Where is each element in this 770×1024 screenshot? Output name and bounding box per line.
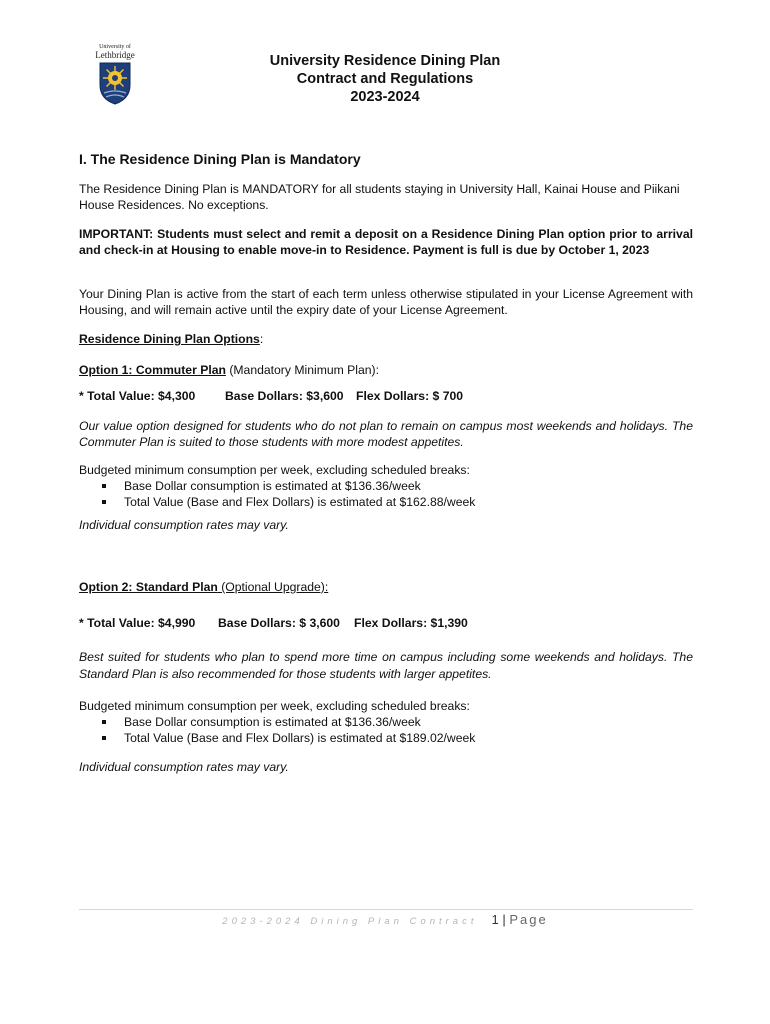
page-footer (0, 912, 770, 927)
option1-base-dollars: Base Dollars: $3,600 (225, 389, 344, 403)
list-item: Total Value (Base and Flex Dollars) is estimated at $189.02/week (79, 730, 693, 746)
active-period-paragraph: Your Dining Plan is active from the start of each term unless otherwise stipulated in your License Agreement with Housing, and will remain active until the expiry date of your License Agreement. (79, 287, 693, 317)
section-heading: I. The Residence Dining Plan is Mandatory (79, 151, 361, 167)
option2-description: Best suited for students who plan to spend more time on campus including some weekends and holidays. The Standard Plan is also recommended for those students with larger appetites. (79, 650, 693, 681)
options-heading-text: Residence Dining Plan Options (79, 332, 260, 346)
option2-bullet-list (79, 714, 693, 746)
document-year: 2023-2024 (350, 89, 420, 105)
option2-values (79, 615, 693, 631)
page-separator: | (498, 912, 510, 927)
option1-note: Individual consumption rates may vary. (79, 518, 289, 532)
option1-qualifier: (Mandatory Minimum Plan): (225, 363, 380, 377)
option1-heading (79, 362, 693, 378)
option2-total-value: * Total Value: $4,990 (79, 616, 196, 630)
option1-values (79, 388, 693, 404)
square-bullet-icon (102, 736, 106, 740)
option2-base-dollars: Base Dollars: $ 3,600 (218, 616, 340, 630)
logo-line1: University of (99, 44, 131, 50)
option2-flex-dollars: Flex Dollars: $1,390 (354, 616, 468, 630)
option1-bullet-list (79, 478, 693, 510)
option1-label: Option 1: Commuter Plan (79, 363, 226, 377)
option2-label: Option 2: Standard Plan (79, 580, 218, 594)
option2-heading (79, 579, 693, 595)
option1-flex-dollars: Flex Dollars: $ 700 (356, 389, 464, 403)
square-bullet-icon (102, 720, 106, 724)
option2-budget-intro: Budgeted minimum consumption per week, excluding scheduled breaks: (79, 699, 470, 713)
footer-divider (79, 909, 693, 910)
option1-budget-intro: Budgeted minimum consumption per week, excluding scheduled breaks: (79, 463, 470, 477)
logo-line2: Lethbridge (95, 50, 135, 60)
options-heading (79, 331, 693, 347)
option1-description: Our value option designed for students who do not plan to remain on campus most weekends and holidays. The Commuter Plan is suited to those students with more modest appetites. (79, 419, 693, 449)
mandatory-paragraph: The Residence Dining Plan is MANDATORY for all students staying in University Hall, Kainai House and Piikani House Residences. No exceptions. (79, 182, 680, 212)
list-item: Total Value (Base and Flex Dollars) is estimated at $162.88/week (79, 494, 693, 510)
option1-budget (79, 462, 693, 510)
page-label: Page (509, 912, 548, 927)
option2-qualifier: (Optional Upgrade): (217, 580, 329, 594)
square-bullet-icon (102, 500, 106, 504)
page-number: 1 (491, 912, 499, 927)
option2-note: Individual consumption rates may vary. (79, 760, 289, 774)
option1-total-value: * Total Value: $4,300 (79, 389, 196, 403)
important-notice: IMPORTANT: Students must select and remit a deposit on a Residence Dining Plan option prior to arrival and check-in at Housing to enable move-in to Residence. Payment is full is due by October 1, 2023 (79, 227, 693, 257)
footer-text: 2023-2024 Dining Plan Contract (222, 916, 478, 927)
list-item: Base Dollar consumption is estimated at $136.36/week (79, 714, 693, 730)
document-title-block (0, 52, 770, 106)
option2-budget (79, 698, 693, 746)
list-item: Base Dollar consumption is estimated at $136.36/week (79, 478, 693, 494)
square-bullet-icon (102, 484, 106, 488)
document-subtitle: Contract and Regulations (296, 71, 474, 87)
document-title: University Residence Dining Plan (269, 53, 501, 69)
options-heading-colon: : (259, 332, 264, 346)
